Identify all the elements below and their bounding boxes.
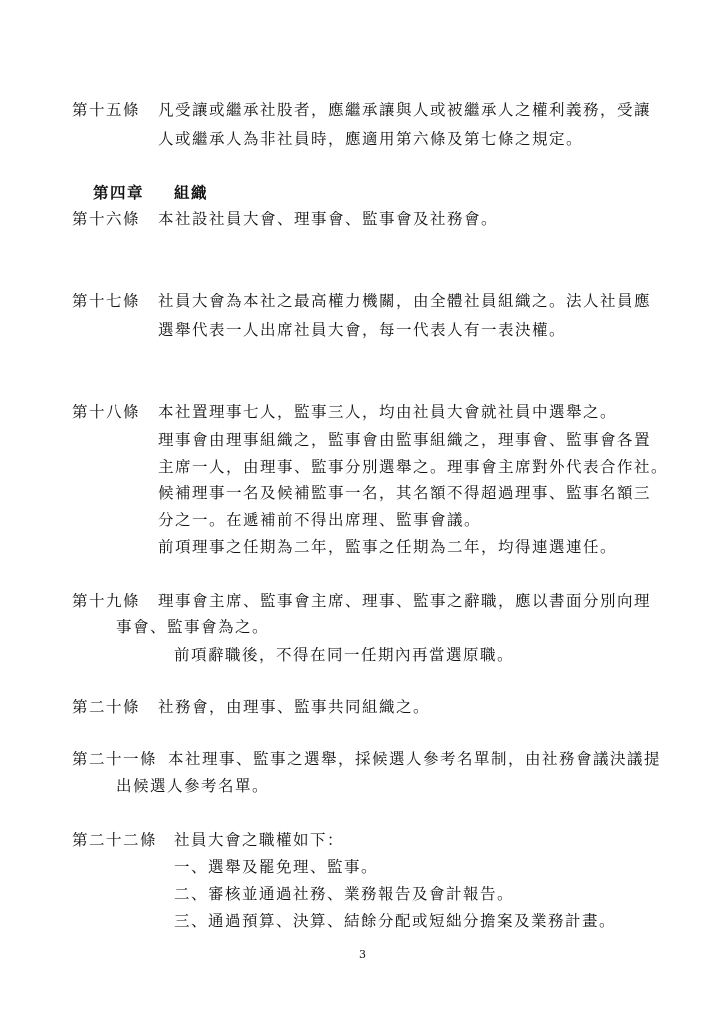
article-21-line-1: 本社理事、監事之選舉，採候選人參考名單制，由社務會議決議提 <box>168 750 662 768</box>
article-21-title: 第二十一條 <box>72 750 158 768</box>
article-18-line-3: 主席一人，由理事、監事分別選舉之。理事會主席對外代表合作社。 <box>158 458 669 476</box>
article-20-line-1: 社務會，由理事、監事共同組織之。 <box>158 698 431 716</box>
article-20-title: 第二十條 <box>72 698 141 716</box>
article-17-line-2: 選舉代表一人出席社員大會，每一代表人有一表決權。 <box>158 321 567 339</box>
article-15-line-1: 凡受讓或繼承社股者，應繼承讓與人或被繼承人之權利義務，受讓 <box>158 101 652 119</box>
article-18-line-5: 分之一。在遞補前不得出席理、監事會議。 <box>158 511 482 529</box>
article-19-line-2: 事會、監事會為之。 <box>116 618 270 636</box>
article-18-line-1: 本社置理事七人，監事三人，均由社員大會就社員中選舉之。 <box>158 403 618 421</box>
article-15-title: 第十五條 <box>72 101 141 119</box>
article-21-line-2: 出候選人參考名單。 <box>116 777 270 795</box>
article-16-line-1: 本社設社員大會、理事會、監事會及社務會。 <box>158 210 499 228</box>
article-17-title: 第十七條 <box>72 292 141 310</box>
article-19-line-1: 理事會主席、監事會主席、理事、監事之辭職，應以書面分別向理 <box>158 592 652 610</box>
article-19-title: 第十九條 <box>72 592 141 610</box>
article-17-line-1: 社員大會為本社之最高權力機關，由全體社員組織之。法人社員應 <box>158 292 652 310</box>
article-22-item-1: 一、選舉及罷免理、監事。 <box>174 858 379 876</box>
article-18-title: 第十八條 <box>72 403 141 421</box>
chapter-4-number: 第四章 <box>93 183 145 202</box>
article-18-line-6: 前項理事之任期為二年，監事之任期為二年，均得連選連任。 <box>158 538 618 556</box>
article-19-line-3: 前項辭職後，不得在同一任期內再當選原職。 <box>174 646 515 664</box>
article-22-item-2: 二、審核並通過社務、業務報告及會計報告。 <box>174 885 515 903</box>
page-number: 3 <box>359 948 366 961</box>
article-16-title: 第十六條 <box>72 210 141 228</box>
article-18-line-2: 理事會由理事組織之，監事會由監事組織之，理事會、監事會各置 <box>158 431 652 449</box>
chapter-4-title: 組織 <box>174 183 209 202</box>
article-15-line-2: 人或繼承人為非社員時，應適用第六條及第七條之規定。 <box>158 130 584 148</box>
article-18-line-4: 候補理事一名及候補監事一名，其名額不得超過理事、監事名額三 <box>158 484 652 502</box>
article-22-item-3: 三、通過預算、決算、結餘分配或短絀分擔案及業務計畫。 <box>174 912 617 930</box>
article-22-title: 第二十二條 <box>72 831 158 849</box>
article-22-line-1: 社員大會之職權如下： <box>174 831 345 849</box>
